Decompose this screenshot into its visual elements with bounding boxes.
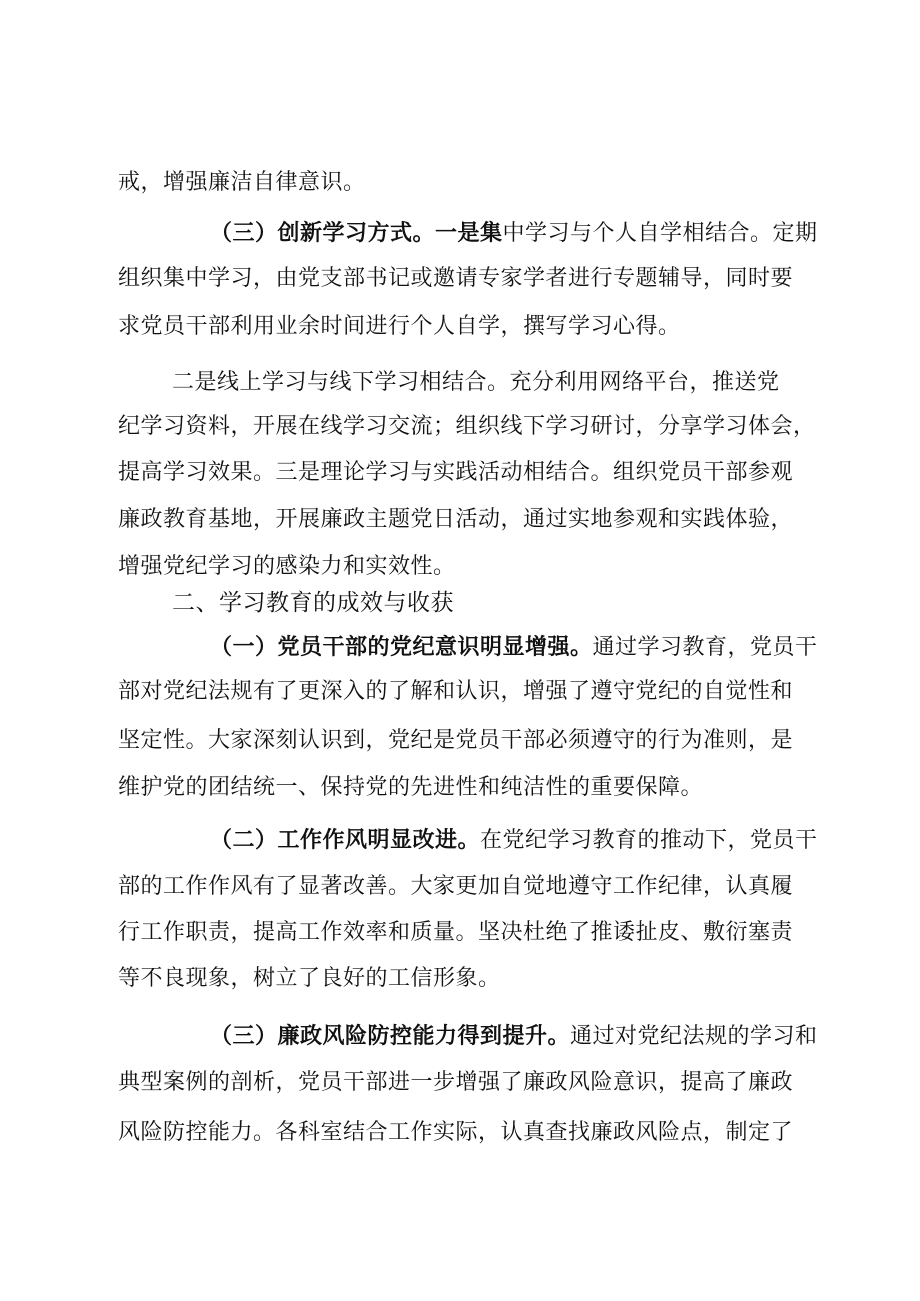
text-line [0, 360, 920, 406]
bold-subheading: （三）创新学习方式。一是集 [210, 220, 503, 246]
line-text: 在党纪学习教育的推动下，党员干 [480, 828, 818, 853]
line-text: 通过学习教育，党员干 [592, 635, 818, 660]
text-line [0, 497, 920, 543]
line-text: 提高学习效果。三是理论学习与实践活动相结合。组织党员干部参观 [118, 460, 794, 485]
line-text: 组织集中学习，由党支部书记或邀请专家学者进行专题辅导，同时要 [118, 266, 794, 291]
text-line [0, 718, 920, 764]
line-text: 部对党纪法规有了更深入的了解和认识，增强了遵守党纪的自觉性和 [118, 679, 794, 704]
line-text: 纪学习资料，开展在线学习交流；组织线下学习研讨，分享学习体会， [118, 414, 816, 439]
text-line [0, 910, 920, 956]
section-heading [0, 580, 920, 626]
text-line [0, 160, 920, 206]
line-text: 增强党纪学习的感染力和实效性。 [118, 554, 456, 579]
line-text: 行工作职责，提高工作效率和质量。坚决杜绝了推诿扯皮、敷衍塞责 [118, 920, 794, 945]
line-text: 风险防控能力。各科室结合工作实际，认真查找廉政风险点，制定了 [118, 1120, 794, 1145]
text-line [0, 864, 920, 910]
line-text: 通过对党纪法规的学习和 [570, 1024, 818, 1049]
text-line [0, 256, 920, 302]
line-text: 二是线上学习与线下学习相结合。充分利用网络平台，推送党 [172, 370, 780, 395]
line-text: 二、学习教育的成效与收获 [172, 590, 454, 616]
line-text: 部的工作作风有了显著改善。大家更加自觉地遵守工作纪律，认真履 [118, 874, 794, 899]
bold-subheading: （二）工作作风明显改进。 [210, 827, 481, 853]
text-line [0, 956, 920, 1002]
text-line [0, 404, 920, 450]
line-text: 中学习与个人自学相结合。定期 [502, 221, 818, 246]
line-text: 等不良现象，树立了良好的工信形象。 [118, 966, 501, 991]
bold-subheading: （一）党员干部的党纪意识明显增强。 [210, 634, 593, 660]
text-line [0, 669, 920, 715]
text-line [0, 450, 920, 496]
text-line [0, 765, 920, 811]
line-text: 维护党的团结统一、保持党的先进性和纯洁性的重要保障。 [118, 775, 704, 800]
text-line [0, 210, 920, 256]
text-line [0, 817, 920, 863]
line-text: 坚定性。大家深刻认识到，党纪是党员干部必须遵守的行为准则，是 [118, 728, 794, 753]
text-line [0, 1013, 920, 1059]
text-line [0, 1110, 920, 1156]
line-text: 戒，增强廉洁自律意识。 [118, 170, 366, 195]
bold-subheading: （三）廉政风险防控能力得到提升。 [210, 1023, 571, 1049]
line-text: 廉政教育基地，开展廉政主题党日活动，通过实地参观和实践体验， [118, 507, 794, 532]
line-text: 典型案例的剖析，党员干部进一步增强了廉政风险意识，提高了廉政 [118, 1070, 794, 1095]
line-text: 求党员干部利用业余时间进行个人自学，撰写学习心得。 [118, 314, 681, 339]
text-line [0, 624, 920, 670]
text-line [0, 1060, 920, 1106]
text-line [0, 304, 920, 350]
